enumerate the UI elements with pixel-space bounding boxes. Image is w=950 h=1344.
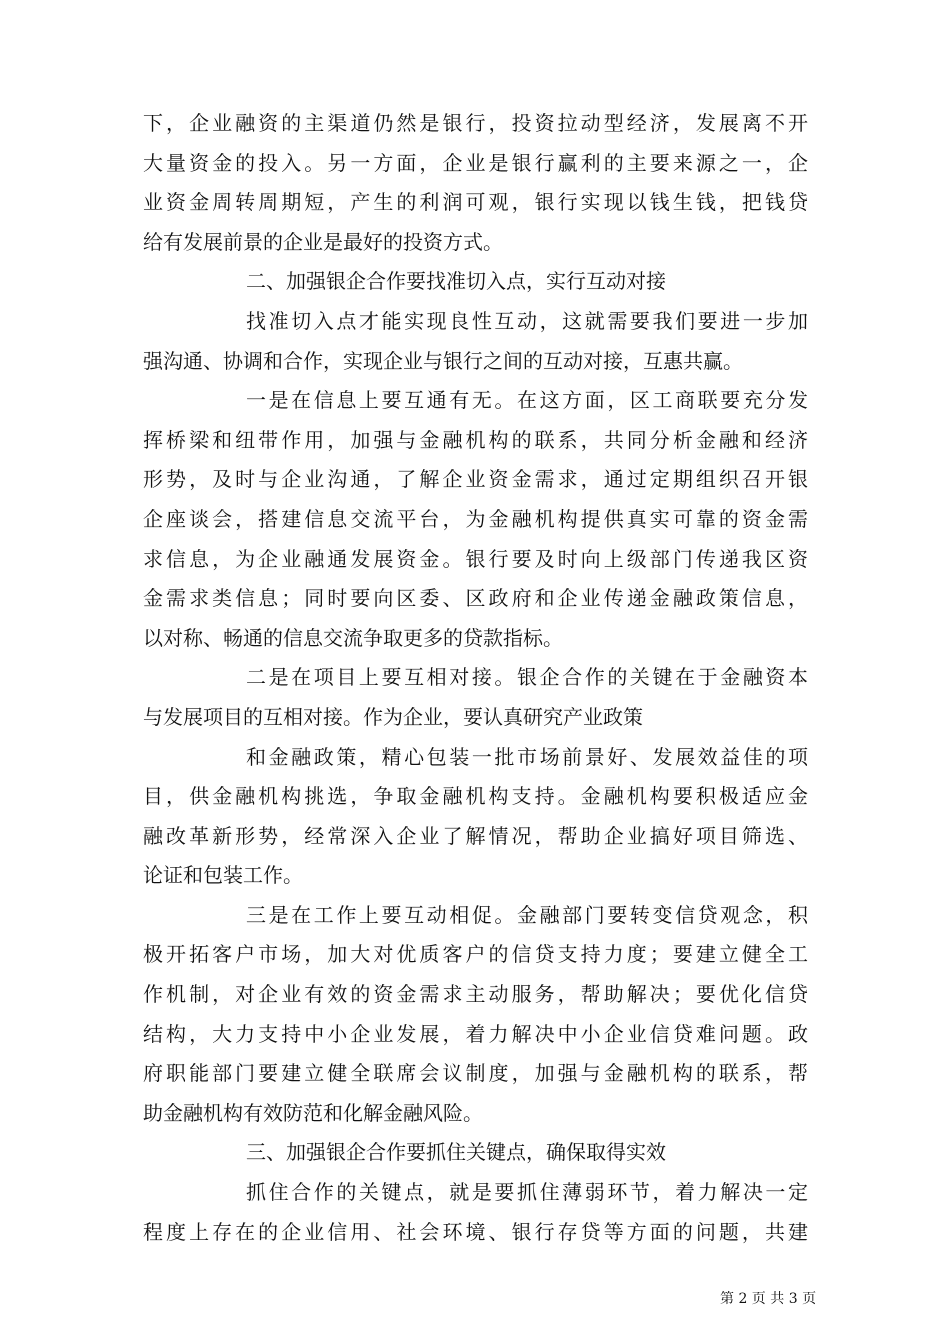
page-number-footer: 第 2 页 共 3 页 [720, 1291, 817, 1307]
text-line: 与发展项目的互相对接。作为企业，要认真研究产业政策 [143, 704, 643, 729]
text-line: 作机制，对企业有效的资金需求主动服务，帮助解决；要优化信贷 [143, 982, 808, 1007]
text-line: 求信息，为企业融通发展资金。银行要及时向上级部门传递我区资 [143, 546, 808, 571]
text-line: 业资金周转周期短，产生的利润可观，银行实现以钱生钱，把钱贷 [143, 190, 808, 215]
text-line: 找准切入点才能实现良性互动，这就需要我们要进一步加 [246, 308, 808, 333]
text-line: 和金融政策，精心包装一批市场前景好、发展效益佳的项 [246, 744, 808, 769]
text-line: 结构，大力支持中小企业发展，着力解决中小企业信贷难问题。政 [143, 1021, 808, 1046]
text-line: 目，供金融机构挑选，争取金融机构支持。金融机构要积极适应金 [143, 784, 808, 809]
text-line: 三、加强银企合作要抓住关键点，确保取得实效 [246, 1140, 666, 1165]
text-line: 挥桥梁和纽带作用，加强与金融机构的联系，共同分析金融和经济 [143, 427, 808, 452]
text-line: 府职能部门要建立健全联席会议制度，加强与金融机构的联系，帮 [143, 1061, 808, 1086]
text-line: 强沟通、协调和合作，实现企业与银行之间的互动对接，互惠共赢。 [143, 348, 743, 373]
text-line: 大量资金的投入。另一方面，企业是银行赢利的主要来源之一，企 [143, 150, 808, 175]
text-line: 给有发展前景的企业是最好的投资方式。 [143, 229, 503, 254]
text-line: 一是在信息上要互通有无。在这方面，区工商联要充分发 [246, 388, 808, 413]
text-line: 下，企业融资的主渠道仍然是银行，投资拉动型经济，发展离不开 [143, 111, 808, 135]
text-line: 程度上存在的企业信用、社会环境、银行存贷等方面的问题，共建 [143, 1219, 808, 1244]
document-body [143, 104, 808, 1252]
text-line: 抓住合作的关键点，就是要抓住薄弱环节，着力解决一定 [246, 1180, 808, 1205]
text-line: 二、加强银企合作要找准切入点，实行互动对接 [246, 269, 666, 294]
text-line: 论证和包装工作。 [143, 863, 303, 888]
text-line: 形势，及时与企业沟通，了解企业资金需求，通过定期组织召开银 [143, 467, 808, 492]
text-line: 以对称、畅通的信息交流争取更多的贷款指标。 [143, 625, 563, 650]
text-line: 三是在工作上要互动相促。金融部门要转变信贷观念，积 [246, 902, 808, 927]
text-line: 企座谈会，搭建信息交流平台，为金融机构提供真实可靠的资金需 [143, 506, 808, 531]
text-line: 二是在项目上要互相对接。银企合作的关键在于金融资本 [246, 665, 808, 690]
text-line: 融改革新形势，经常深入企业了解情况，帮助企业搞好项目筛选、 [143, 823, 808, 848]
text-line: 金需求类信息；同时要向区委、区政府和企业传递金融政策信息， [143, 586, 808, 611]
text-line: 极开拓客户市场，加大对优质客户的信贷支持力度；要建立健全工 [143, 942, 808, 967]
text-line: 助金融机构有效防范和化解金融风险。 [143, 1100, 483, 1125]
